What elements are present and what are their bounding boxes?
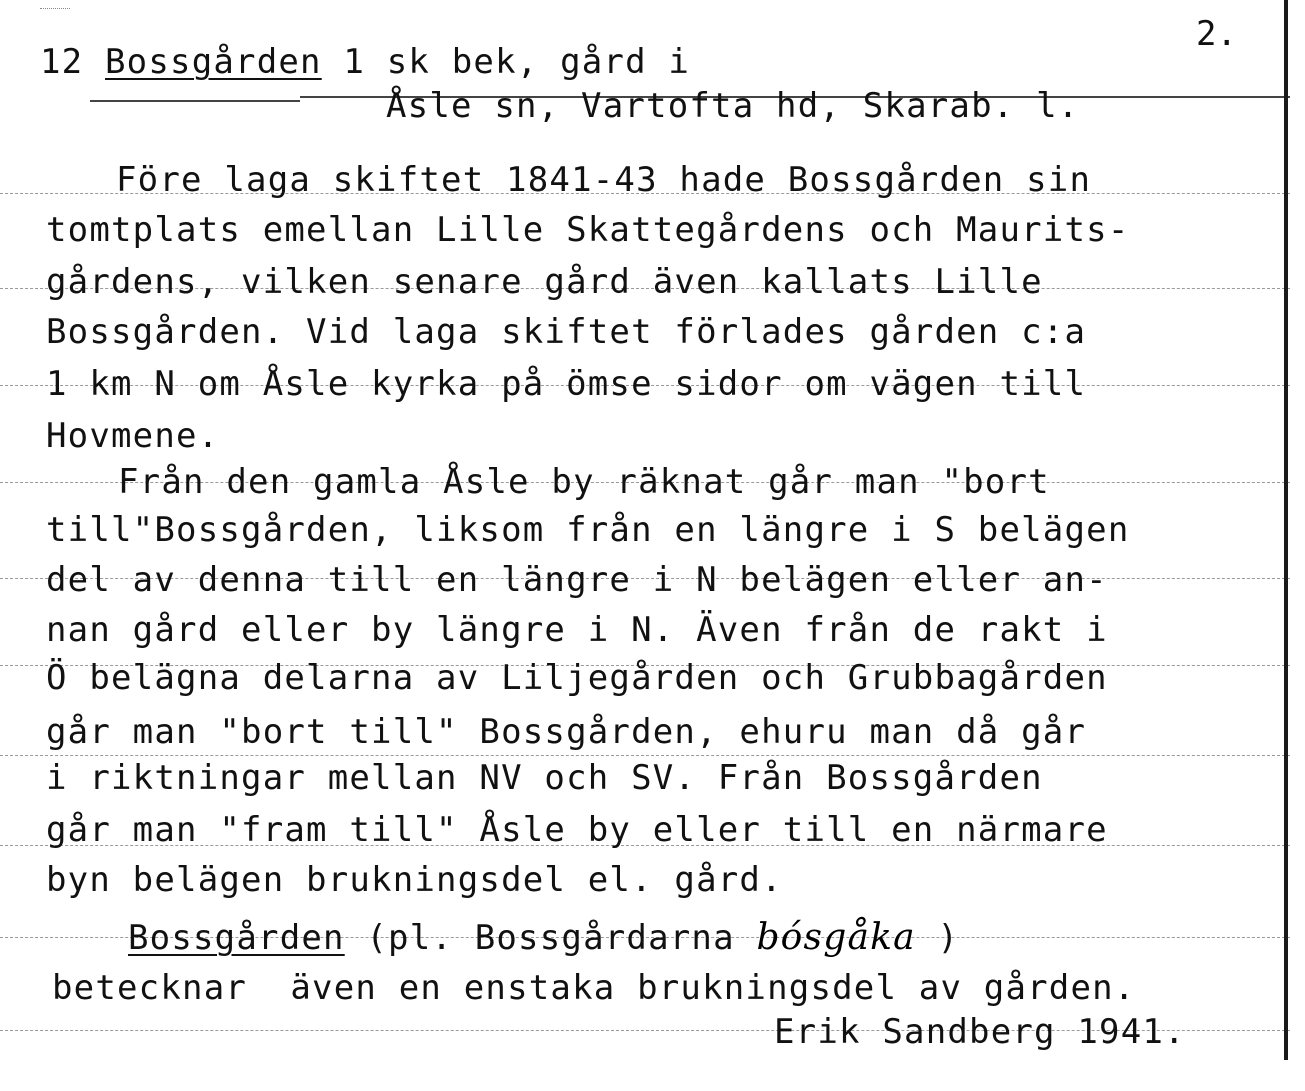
- paragraph-3-line-1: [128, 918, 959, 958]
- header-rest: 1 sk bek, gård i: [321, 42, 691, 82]
- paragraph-1-line-3: gårdens, vilken senare gård även kallats Lille: [46, 262, 1043, 302]
- rule-line: [0, 755, 1290, 756]
- paragraph-2-line-2: till"Bossgården, liksom från en längre i S belägen: [46, 510, 1130, 550]
- paragraph-3-plural: (pl. Bossgårdarna: [344, 918, 757, 958]
- paragraph-3-close: ): [915, 918, 960, 958]
- signature: Erik Sandberg 1941.: [774, 1012, 1186, 1052]
- paragraph-2-line-1: Från den gamla Åsle by räknat går man "bort: [118, 462, 1050, 502]
- rule-line: [90, 100, 300, 102]
- card-right-edge: [1284, 0, 1288, 1060]
- paragraph-1-line-1: Före laga skiftet 1841-43 hade Bossgården sin: [116, 160, 1092, 200]
- paragraph-2-line-6: går man "bort till" Bossgården, ehuru man då går: [46, 712, 1087, 752]
- paragraph-1-line-2: tomtplats emellan Lille Skattegårdens och Maurits-: [46, 210, 1130, 250]
- headword: Bossgården: [105, 42, 322, 82]
- entry-header: [40, 42, 690, 82]
- paragraph-2-line-3: del av denna till en längre i N belägen eller an-: [46, 560, 1108, 600]
- paragraph-2-line-8: går man "fram till" Åsle by eller till en närmare: [46, 810, 1108, 850]
- pronunciation-handwritten: bósgåka: [756, 917, 916, 958]
- paragraph-3-headword: Bossgården: [128, 918, 345, 958]
- header-location: Åsle sn, Vartofta hd, Skarab. l.: [386, 86, 1080, 126]
- paragraph-2-line-9: byn belägen brukningsdel el. gård.: [46, 860, 783, 900]
- paragraph-3-line-2: betecknar även en enstaka brukningsdel av gården.: [52, 968, 1136, 1008]
- paragraph-2-line-7: i riktningar mellan NV och SV. Från Bossgården: [46, 758, 1043, 798]
- paragraph-2-line-4: nan gård eller by längre i N. Även från de rakt i: [46, 610, 1108, 650]
- page-number: 2.: [1196, 14, 1237, 54]
- paragraph-1-line-4: Bossgården. Vid laga skiftet förlades gården c:a: [46, 312, 1087, 352]
- paragraph-1-line-5: 1 km N om Åsle kyrka på ömse sidor om vägen till: [46, 364, 1087, 404]
- paragraph-2-line-5: Ö belägna delarna av Liljegården och Grubbagården: [46, 658, 1108, 698]
- entry-number: 12: [40, 42, 84, 82]
- paragraph-1-line-6: Hovmene.: [46, 416, 220, 456]
- top-dots: [40, 8, 70, 9]
